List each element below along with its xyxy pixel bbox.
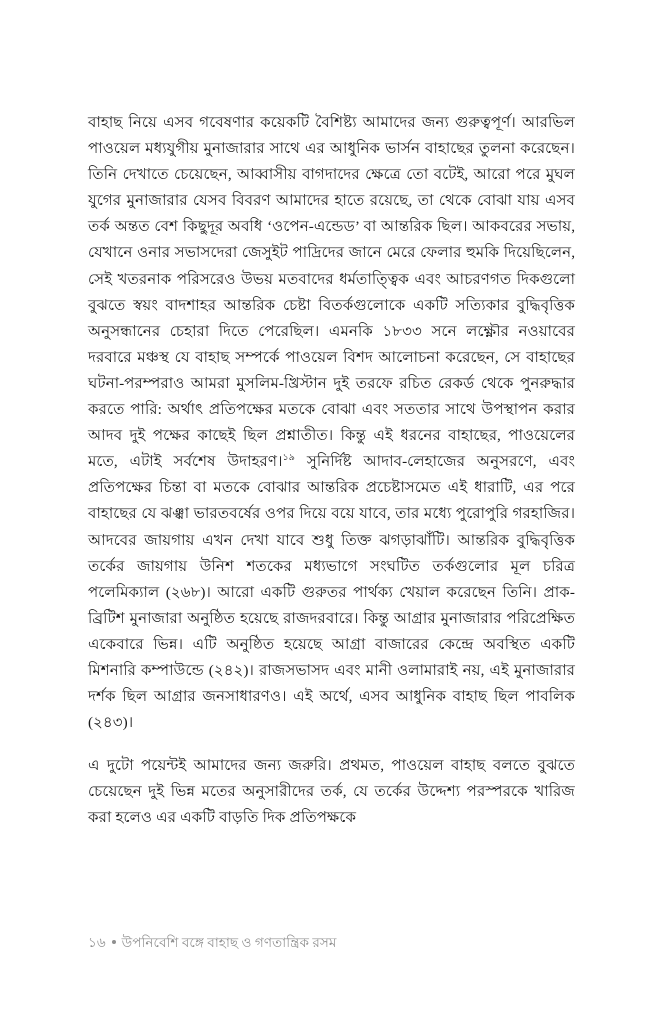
body-text-column (88, 110, 575, 832)
paragraph-1 (88, 110, 575, 736)
bullet-separator-icon (112, 940, 116, 944)
paragraph-2-text: এ দুটো পয়েন্টই আমাদের জন্য জরুরি। প্রথমত, পাওয়েল বাহাছ বলতে বুঝতে চেয়েছেন দুই ভিন্ন মতের অনুসারীদের তর্ক, যে তর্কের উদ্দেশ্য পরস্পরকে খারিজ করা হলেও এর একটি বাড়তি দিক প্রতিপক্ষকে (88, 757, 575, 827)
paragraph-1-text-before-footnote: বাহাছ নিয়ে এসব গবেষণার কয়েকটি বৈশিষ্ট্য আমাদের জন্য গুরুত্বপূর্ণ। আরভিল পাওয়েল মধ্যযুগীয় মুনাজারার সাথে এর আধুনিক ভার্সন বাহাছের তুলনা করেছেন। তিনি দেখাতে চেয়েছেন, আব্বাসীয় বাগদাদের ক্ষেত্রে তো বটেই, আরো পরে মুঘল যুগের মুনাজারার যেসব বিবরণ আমাদের হাতে রয়েছে, তা থেকে বোঝা যায় এসব তর্ক অন্তত বেশ কিছুদূর অবধি ‘ওপেন-এন্ডেড’ বা আন্তরিক ছিল। আকবরের সভায়, যেখানে ওনার সভাসদেরা জেসুইট পাদ্রিদের জানে মেরে ফেলার হুমকি দিয়েছিলেন, সেই খতরনাক পরিসরেও উভয় মতবাদের ধর্মতাত্ত্বিক এবং আচরণগত দিকগুলো বুঝতে স্বয়ং বাদশাহর আন্তরিক চেষ্টা বিতর্কগুলোকে একটি সত্যিকার বুদ্ধিবৃত্তিক অনুসন্ধানের চেহারা দিতে পেরেছিল। এমনকি ১৮৩৩ সনে লক্ষ্ণৌর নওয়াবের দরবারে মঞ্চস্থ যে বাহাছ সম্পর্কে পাওয়েল বিশদ আলোচনা করেছেন, সে বাহাছের ঘটনা-পরম্পরাও আমরা মুসলিম-খ্রিস্টান দুই তরফে রচিত রেকর্ড থেকে পুনরুদ্ধার করতে পারি: অর্থাৎ প্রতিপক্ষের মতকে বোঝা এবং সততার সাথে উপস্থাপন করার আদব দুই পক্ষের কাছেই ছিল প্রশ্নাতীত। কিন্তু এই ধরনের বাহাছের, পাওয়েলের মতে, এটাই সর্বশেষ উদাহরণ। (88, 114, 575, 471)
page-footer (88, 933, 575, 953)
footer-page-number: ১৬ (88, 935, 106, 950)
paragraph-2 (88, 753, 575, 831)
footnote-reference-marker[interactable]: ১৯ (282, 452, 295, 464)
footer-book-title: উপনিবেশি বঙ্গে বাহাছ ও গণতান্ত্রিক রসম (121, 935, 337, 950)
paragraph-1-text-after-footnote: সুনির্দিষ্ট আদাব-লেহাজের অনুসরণে, এবং প্রতিপক্ষের চিন্তা বা মতকে বোঝার আন্তরিক প্রচেষ্টাসমেত এই ধারাটি, এর পরে বাহাছের যে ঝঞ্ঝা ভারতবর্ষের ওপর দিয়ে বয়ে যাবে, তার মধ্যে পুরোপুরি গরহাজির। আদবের জায়গায় এখন দেখা যাবে শুধু তিক্ত ঝগড়াঝাঁটি। আন্তরিক বুদ্ধিবৃত্তিক তর্কের জায়গায় উনিশ শতকের মধ্যভাগে সংঘটিত তর্কগুলোর মূল চরিত্র পলেমিক্যাল (২৬৮)। আরো একটি গুরুতর পার্থক্য খেয়াল করেছেন তিনি। প্রাক-ব্রিটিশ মুনাজারা অনুষ্ঠিত হয়েছে রাজদরবারে। কিন্তু আগ্রার মুনাজারার পরিপ্রেক্ষিত একেবারে ভিন্ন। এটি অনুষ্ঠিত হয়েছে আগ্রা বাজারের কেন্দ্রে অবস্থিত একটি মিশনারি কম্পাউন্ডে (২৪২)। রাজসভাসদ এবং মানী ওলামারাই নয়, এই মুনাজারার দর্শক ছিল আগ্রার জনসাধারণও। এই অর্থে, এসব আধুনিক বাহাছ ছিল পাবলিক (২৪৩)। (88, 453, 575, 732)
